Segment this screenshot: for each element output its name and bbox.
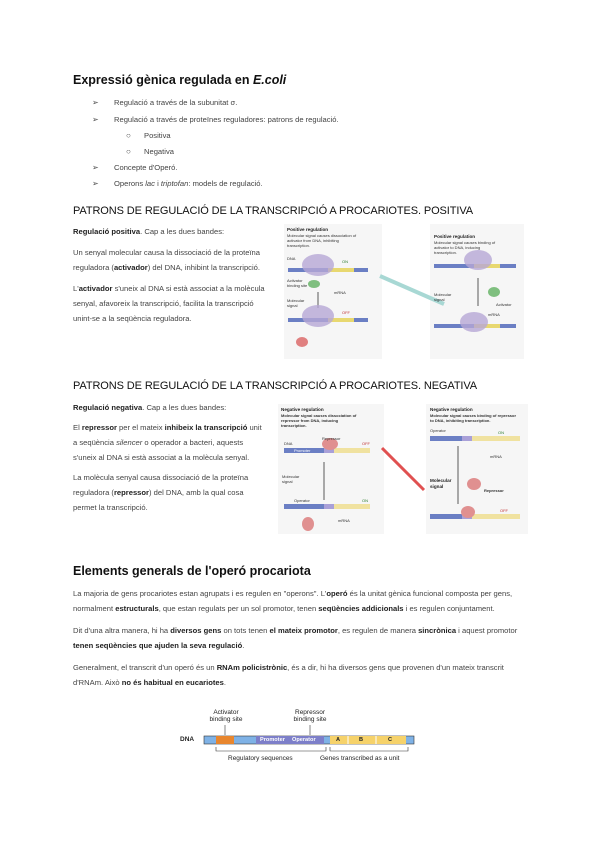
fig-pos-right-title: Positive regulation <box>434 234 476 239</box>
fig-pos-dna: DNA <box>287 256 296 261</box>
positive-p2: Un senyal molecular causa la dissociació de la proteïna reguladora (activador) del DNA, inhibint la transcripció. <box>73 248 260 272</box>
section-title-elements: Elements generals de l'operó procariota <box>73 564 311 578</box>
fig-neg-right-title: Negative regulation <box>430 407 473 412</box>
operon-promoter-label: Promoter <box>260 736 285 743</box>
fig-neg-right-operator: Operator <box>430 428 446 433</box>
heading-negative: PATRONS DE REGULACIÓ DE LA TRANSCRIPCIÓ A PROCARIOTES. NEGATIVA <box>73 380 478 392</box>
operon-gene-c: C <box>388 736 393 743</box>
fig-pos-right-mrna: mRNA <box>488 312 500 317</box>
fig-neg-signal: Molecular signal <box>282 474 300 484</box>
fig-neg-dna: DNA <box>284 441 293 446</box>
operon-dna-label: DNA <box>180 736 195 743</box>
positive-p3: L'activador s'uneix al DNA si està associat a la molècula senyal, afavoreix la transcripció, facilita la transcripció unint-se a la seqüència reguladora. <box>73 284 265 323</box>
fig-neg-on: ON <box>362 498 368 503</box>
fig-pos-signal: Molecular signal <box>287 298 305 308</box>
fig-pos-right-desc: Molecular signal causes binding of activator to DNA, inducing transcription. <box>434 240 496 255</box>
fig-pos-left-title: Positive regulation <box>287 227 329 232</box>
fig-neg-right-off: OFF <box>500 508 508 513</box>
elements-p3: Generalment, el transcrit d'un operó és un RNAm policistrònic, és a dir, hi ha diversos gens que provenen d'un mateix transcrit d'RNAm. Això no és habitual en eucariotes. <box>73 663 504 687</box>
operon-gene-b: B <box>359 736 364 743</box>
fig-pos-activator-site: Activator binding site <box>287 278 308 288</box>
fig-neg-left-desc: Molecular signal causes dissociation of repressor from DNA, inducing transcription. <box>281 413 357 428</box>
elements-p2: Dit d'una altra manera, hi ha diversos gens on tots tenen el mateix promotor, es regulen de manera sincrònica i aquest promotor tenen seqüències que ajuden la seva regulació. <box>73 626 518 650</box>
activator-site-label: Activator binding site <box>209 709 243 723</box>
positive-text <box>73 224 268 326</box>
fig-pos-right-signal: Molecular signal <box>434 292 452 302</box>
negative-p3: La molècula senyal causa dissociació de la proteïna reguladora (repressor) del DNA, amb la qual cosa permet la transcripció. <box>73 473 249 512</box>
repressor-site-label: Repressor binding site <box>293 709 327 723</box>
fig-pos-mrna: mRNA <box>334 290 346 295</box>
negative-intro: Regulació negativa. Cap a les dues bandes: <box>73 403 227 412</box>
elements-text <box>73 586 525 690</box>
fig-neg-operator: Operator <box>294 498 310 503</box>
operon-operator-label: Operator <box>292 736 316 743</box>
regulatory-sequences-label: Regulatory sequences <box>228 755 293 762</box>
list-item: ○ Positiva <box>126 131 171 140</box>
fig-pos-right-activator: Activator <box>496 302 512 307</box>
genes-unit-label: Genes transcribed as a unit <box>320 755 400 762</box>
fig-pos-off: OFF <box>342 310 350 315</box>
positive-regulation-figure <box>284 224 524 359</box>
operon-gene-a: A <box>336 736 341 743</box>
elements-p1: La majoria de gens procariotes estan agrupats i es regulen en "operons". L'operó és la unitat gènica funcional composta per gens, normalment estructurals, que estan regulats per un sol promotor, tenen seqüències addicionals i es regulen conjuntament. <box>73 589 513 613</box>
fig-neg-right-signal: Molecular signal <box>430 478 452 489</box>
list-item: ➢ Concepte d'Operó. <box>92 163 178 172</box>
list-item: ➢ Regulació a través de la subunitat σ. <box>92 98 238 107</box>
fig-pos-on: ON <box>342 259 348 264</box>
list-item: ➢ Regulació a través de proteïnes reguladores: patrons de regulació. <box>92 115 339 124</box>
fig-neg-right-desc: Molecular signal causes binding of repressor to DNA, inhibiting transcription. <box>430 413 517 423</box>
fig-neg-right-mrna: mRNA <box>490 454 502 459</box>
operon-diagram <box>180 709 420 775</box>
fig-neg-promoter: Promoter <box>294 448 311 453</box>
fig-pos-left-desc: Molecular signal causes dissociation of activator from DNA, inhibiting transcription. <box>287 233 357 248</box>
fig-neg-mrna: mRNA <box>338 518 350 523</box>
fig-neg-right-on: ON <box>498 430 504 435</box>
fig-neg-left-title: Negative regulation <box>281 407 324 412</box>
negative-p2: El repressor per el mateix inhibeix la transcripció unit a seqüència silencer o operador a bacteri, aquests s'uneix al DNA si està associat a la molècula senyal. <box>73 423 262 462</box>
positive-intro: Regulació positiva. Cap a les dues bandes: <box>73 227 225 236</box>
negative-regulation-figure <box>278 404 528 534</box>
list-item: ➢ Operons lac i triptofan: models de regulació. <box>92 179 263 188</box>
fig-neg-right-repressor: Repressor <box>484 488 504 493</box>
heading-positive: PATRONS DE REGULACIÓ DE LA TRANSCRIPCIÓ A PROCARIOTES. POSITIVA <box>73 205 473 217</box>
fig-neg-repressor: Repressor <box>322 436 341 441</box>
fig-neg-off: OFF <box>362 441 370 446</box>
bullet-list <box>92 97 512 190</box>
list-item: ○ Negativa <box>126 147 174 156</box>
section-title-expression: Expressió gènica regulada en E.coli <box>73 73 287 87</box>
negative-text <box>73 400 268 515</box>
